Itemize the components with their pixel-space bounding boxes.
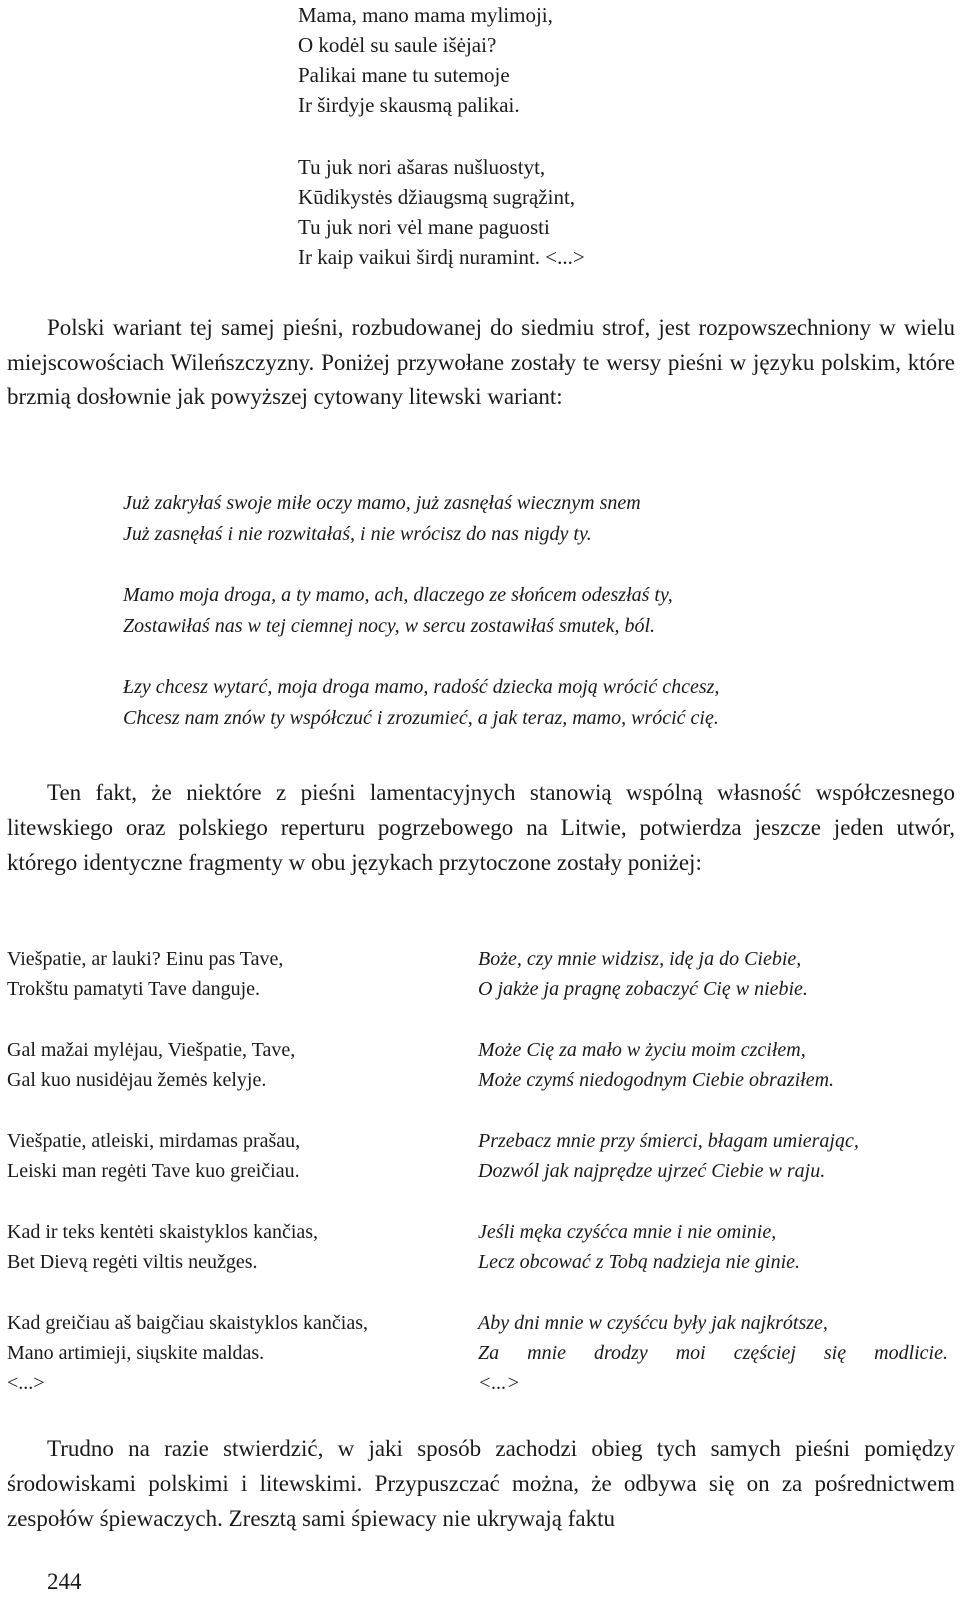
- poem-line: Bet Dievą regėti viltis neužges.: [7, 1251, 258, 1273]
- poem-line: Przebacz mnie przy śmierci, błagam umierając,: [478, 1130, 859, 1152]
- poem-line: Mano artimieji, siųskite maldas.: [7, 1342, 265, 1364]
- poem-line: Dozwól jak najprędze ujrzeć Ciebie w raju.: [478, 1160, 826, 1182]
- paragraph-text: Ten fakt, że niektóre z pieśni lamentacyjnych stanowią wspólną własność współczesnego litewskiego oraz polskiego reperturu pogrzebowego na Litwie, potwierdza jeszcze jeden utwór, którego identyczne fragmenty w obu językach przytoczone zostały poniżej:: [7, 780, 955, 875]
- poem-line: Mamo moja droga, a ty mamo, ach, dlaczego ze słońcem odeszłaś ty,: [123, 584, 673, 606]
- poem-stanza: [7, 1308, 467, 1398]
- body-paragraph: [7, 311, 955, 415]
- poem-line: O jakże ja pragnę zobaczyć Cię w niebie.: [478, 978, 808, 1000]
- poem-line: Kūdikystės džiaugsmą sugrąžint,: [298, 185, 576, 209]
- poem-line: Gal kuo nusidėjau žemės kelyje.: [7, 1069, 267, 1091]
- poem-line: Leiski man regėti Tave kuo greičiau.: [7, 1160, 300, 1182]
- poem-line: Gal mažai mylėjau, Viešpatie, Tave,: [7, 1039, 296, 1061]
- poem-line: Trokštu pamatyti Tave danguje.: [7, 978, 261, 1000]
- poem-line: Viešpatie, atleiski, mirdamas prašau,: [7, 1130, 301, 1152]
- poem-stanza: [7, 1035, 467, 1095]
- parallel-column-polish: [478, 944, 956, 1398]
- poem-line: Łzy chcesz wytarć, moja droga mamo, radość dziecka moją wrócić chcesz,: [123, 676, 720, 698]
- poem-line: O kodėl su saule išėjai?: [298, 33, 497, 57]
- poem-stanza: [478, 1217, 956, 1277]
- poem-line: Ir širdyje skausmą palikai.: [298, 93, 520, 117]
- poem-stanza: [478, 1126, 956, 1186]
- poem-stanza: [478, 1308, 956, 1398]
- poem-stanza: [7, 1217, 467, 1277]
- poem-stanza: [478, 944, 956, 1004]
- poem-line: Mama, mano mama mylimoji,: [298, 3, 553, 27]
- paragraph-text: Polski wariant tej samej pieśni, rozbudowanej do siedmiu strof, jest rozpowszechniony w wielu miejscowościach Wileńszczyzny. Poniżej przywołane zostały te wersy pieśni w języku polskim, które brzmią dosłownie jak powyższej cytowany litewski wariant:: [7, 315, 955, 409]
- poem-line: Tu juk nori ašaras nušluostyt,: [298, 155, 546, 179]
- poem-line: Jeśli męka czyśćca mnie i nie ominie,: [478, 1221, 777, 1243]
- poem-line: Ir kaip vaikui širdį nuramint. <...>: [298, 245, 585, 269]
- poem-line: Może czymś niedogodnym Ciebie obraziłem.: [478, 1069, 835, 1091]
- poem-line: Już zasnęłaś i nie rozwitałaś, i nie wrócisz do nas nigdy ty.: [123, 523, 592, 545]
- poem-line: Już zakryłaś swoje miłe oczy mamo, już zasnęłaś wiecznym snem: [123, 492, 641, 514]
- poem-line: Za mnie drodzy moi częściej się modlicie.: [478, 1342, 948, 1364]
- poem-line: Może Cię za mało w życiu moim czciłem,: [478, 1039, 806, 1061]
- poem-line: Viešpatie, ar lauki? Einu pas Tave,: [7, 948, 284, 970]
- body-paragraph: [7, 775, 955, 880]
- poem-lithuanian-top: [298, 0, 585, 272]
- poem-polish-quote: [123, 488, 719, 734]
- page-number: 244: [47, 1569, 82, 1594]
- poem-line: Kad greičiau aš baigčiau skaistyklos kančias,: [7, 1312, 368, 1334]
- poem-stanza: [123, 488, 719, 550]
- poem-stanza: [298, 0, 585, 120]
- paragraph-text: Trudno na razie stwierdzić, w jaki sposób zachodzi obieg tych samych pieśni pomiędzy środowiskami polskimi i litewskimi. Przypuszczać można, że odbywa się on za pośrednictwem zespołów śpiewaczych. Zresztą sami śpiewacy nie ukrywają faktu: [7, 1436, 955, 1531]
- poem-stanza: [123, 672, 719, 734]
- poem-line: Chcesz nam znów ty współczuć i zrozumieć, a jak teraz, mamo, wrócić cię.: [123, 707, 719, 729]
- poem-stanza: [7, 1126, 467, 1186]
- poem-line: Kad ir teks kentėti skaistyklos kančias,: [7, 1221, 319, 1243]
- poem-stanza: [298, 152, 585, 272]
- poem-stanza: [478, 1035, 956, 1095]
- poem-line: Aby dni mnie w czyśćcu były jak najkrótsze,: [478, 1312, 828, 1334]
- ellipsis-marker: <...>: [478, 1372, 520, 1394]
- poem-line: Palikai mane tu sutemoje: [298, 63, 510, 87]
- poem-stanza: [123, 580, 719, 642]
- poem-line: Boże, czy mnie widzisz, idę ja do Ciebie,: [478, 948, 802, 970]
- poem-line: Tu juk nori vėl mane paguosti: [298, 215, 550, 239]
- parallel-column-lithuanian: [7, 944, 467, 1398]
- poem-line: Zostawiłaś nas w tej ciemnej nocy, w sercu zostawiłaś smutek, ból.: [123, 615, 656, 637]
- poem-line: Lecz obcować z Tobą nadzieja nie ginie.: [478, 1251, 801, 1273]
- ellipsis-marker: <...>: [7, 1372, 45, 1394]
- body-paragraph: [7, 1431, 955, 1536]
- poem-stanza: [7, 944, 467, 1004]
